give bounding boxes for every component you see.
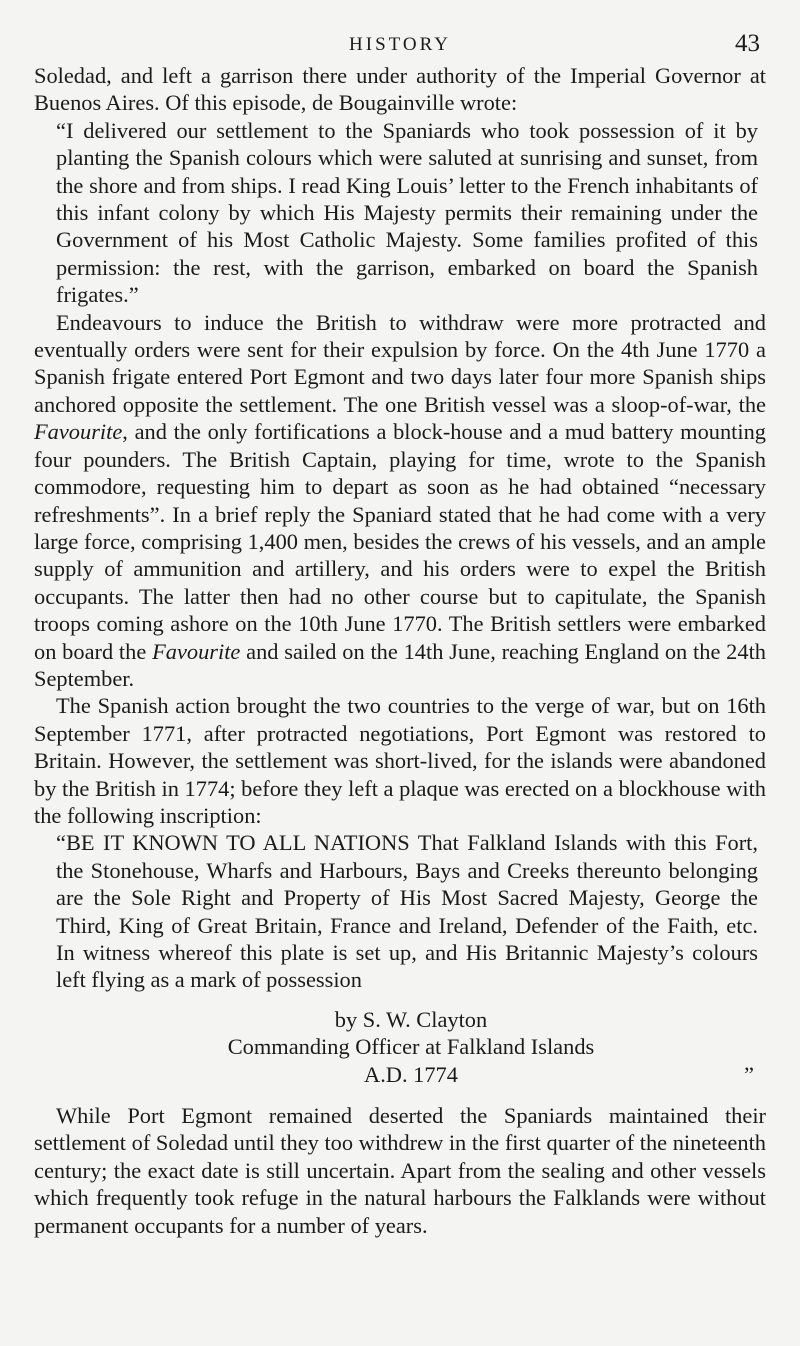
body-text — [34, 62, 766, 1239]
page-number: 43 — [735, 30, 760, 57]
paragraph-2-part-a: Endeavours to induce the British to withdraw were more protracted and eventually orders were sent for their expulsion by force. On the 4th June 1770 a Spanish frigate entered Port Egmont and two days later four more Spanish ships anchored opposite the settlement. The one British vessel was a sloop-of-war, the — [34, 309, 766, 417]
signature-line: A.D. 1774 — [364, 1061, 458, 1087]
paragraph-2-part-c: and sailed on the 14th June, reaching England on the 24th September. — [34, 638, 766, 691]
ship-name: Favourite — [34, 419, 123, 445]
quote-paragraph: “I delivered our settlement to the Spaniards who took possession of it by planting the Spanish colours which were saluted at sunrising and sunset, from the shore and from ships. I read King Louis’ letter to the French inhabitants of this infant colony by which His Majesty permits their remaining under the Government of his Most Catholic Majesty. Some families profited of this permission: the rest, with the garrison, embarked on board the Spanish frigates.” — [56, 117, 758, 308]
paragraph-2-part-b: , and the only fortifications a block-house and a mud battery mounting four pounders. The British Captain, playing for time, wrote to the Spanish commodore, requesting him to depart as soon as he had obtained “necessary refreshments”. In a brief reply the Spaniard stated that he had come with a very large force, comprising 1,400 men, besides the crews of his vessels, and an ample supply of ammunition and artillery, and his orders were to expel the British occupants. The latter then had no other course but to capitulate, the Spanish troops coming ashore on the 10th June 1770. The British settlers were embarked on board the — [34, 419, 766, 664]
paragraph-3: The Spanish action brought the two countries to the verge of war, but on 16th September 1771, after protracted negotiations, Port Egmont was restored to Britain. However, the settlement was short-lived, for the islands were abandoned by the British in 1774; before they left a plaque was erected on a blockhouse with the following inscription: — [34, 693, 766, 828]
ship-name: Favourite — [152, 638, 241, 664]
inscription-text: “BE IT KNOWN TO ALL NATIONS That Falkland Islands with this Fort, the Stonehouse, Wharfs and Harbours, Bays and Creeks thereunto belonging are the Sole Right and Property of His Most Sacred Majesty, George the Third, King of Great Britain, France and Ireland, Defender of the Faith, etc. In witness whereof this plate is set up, and His Britannic Majesty’s colours left flying as a mark of possession — [56, 830, 758, 993]
running-head — [34, 0, 766, 62]
running-title: HISTORY — [349, 34, 451, 55]
paragraph-4: While Port Egmont remained deserted the Spaniards maintained their settlement of Soledad until they too withdrew in the first quarter of the nineteenth century; the exact date is still uncertain. Apart from the sealing and other vessels which frequently took refuge in the natural harbours the Falklands were without permanent occupants for a number of years. — [34, 1103, 766, 1238]
bougainville-quote — [34, 117, 766, 309]
paragraph-2 — [34, 309, 766, 693]
signature-line: by S. W. Clayton — [334, 1006, 488, 1032]
inscription-signature — [34, 1006, 766, 1088]
paragraph-1: Soledad, and left a garrison there under authority of the Imperial Governor at Buenos Aires. Of this episode, de Bougainville wrote: — [34, 63, 766, 116]
plaque-inscription — [34, 829, 766, 993]
signature-line: Commanding Officer at Falkland Islands — [227, 1034, 595, 1060]
closing-quote-mark: ” — [744, 1061, 754, 1087]
